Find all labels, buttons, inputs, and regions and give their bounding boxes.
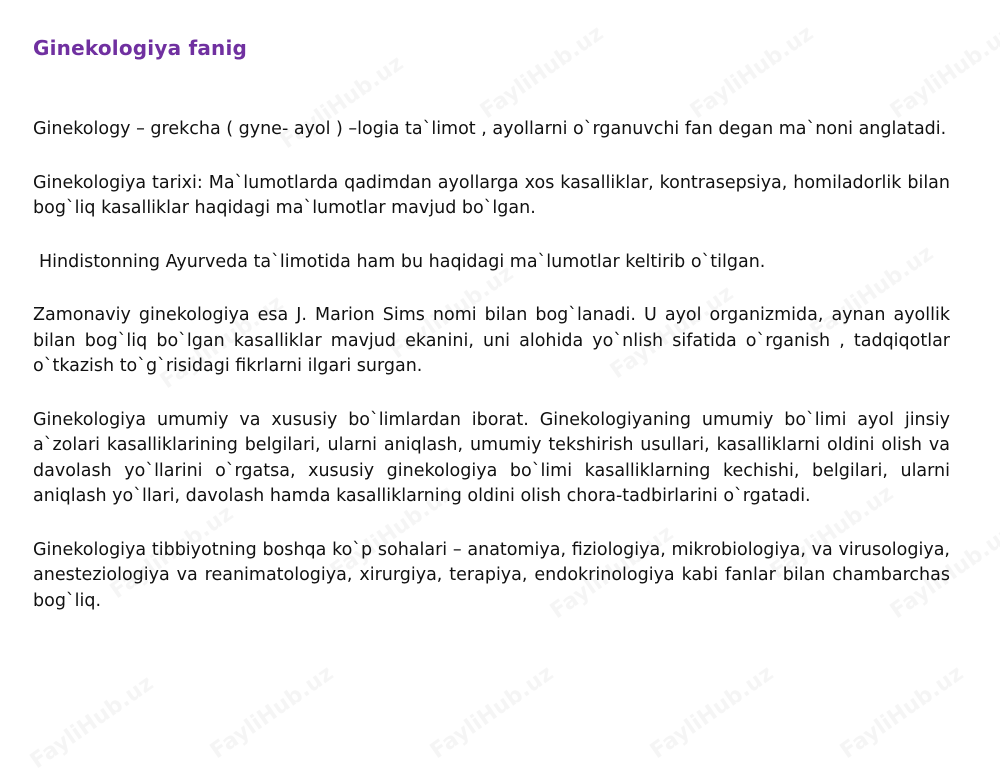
paragraph-related-fields: Ginekologiya tibbiyotning boshqa ko`p sohalari – anatomiya, fiziologiya, mikrobiologiya, va virusologiya, anesteziologiya va reanimatologiya, xirurgiya, terapiya, endokrinologiya kabi fanlar bilan chambarchas bog`liq. [33, 539, 950, 611]
watermark [886, 21, 1000, 124]
paragraph-ayurveda: Hindistonning Ayurveda ta`limotida ham bu haqidagi ma`lumotlar keltirib o`tilgan. [39, 251, 766, 272]
document-title: Ginekologiya fanig [33, 36, 248, 60]
paragraph-history: Ginekologiya tarixi: Ma`lumotlarda qadimdan ayollarga xos kasalliklar, kontrasepsiya, homiladorlik bilan bog`liq kasalliklar haqidagi ma`lumotlar mavjud bo`lgan. [33, 172, 950, 218]
document-body [33, 117, 950, 614]
watermark [476, 21, 608, 124]
watermark [836, 661, 968, 764]
watermark [426, 661, 558, 764]
watermark [686, 21, 818, 124]
watermark [26, 671, 158, 774]
paragraph-etymology: Ginekology – grekcha ( gyne- ayol ) –logia ta`limot , ayollarni o`rganuvchi fan degan ma`noni anglatadi. [33, 119, 947, 139]
paragraph-sections: Ginekologiya umumiy va xususiy bo`limlardan iborat. Ginekologiyaning umumiy bo`limi ayol jinsiy a`zolari kasalliklarining belgilari, ularni aniqlash, umumiy tekshirish usullari, kasalliklarni oldini olish va davolash yo`llarini o`rgatsa, xususiy ginekologiya bo`limi kasalliklarning kechishi, belgilari, ularni aniqlash yo`llari, davolash hamda kasalliklarning oldini olish chora-tadbirlarini o`rgatadi. [33, 409, 950, 506]
watermark [206, 661, 338, 764]
paragraph-modern-gynecology: Zamonaviy ginekologiya esa J. Marion Sims nomi bilan bog`lanadi. U ayol organizmida, aynan ayollik bilan bog`liq bo`lgan kasalliklar mavjud ekanini, uni alohida yo`nlish sifatida o`rganish , tadqiqotlar o`tkazish to`g`risidagi fikrlarni ilgari surgan. [33, 305, 950, 376]
watermark [646, 661, 778, 764]
